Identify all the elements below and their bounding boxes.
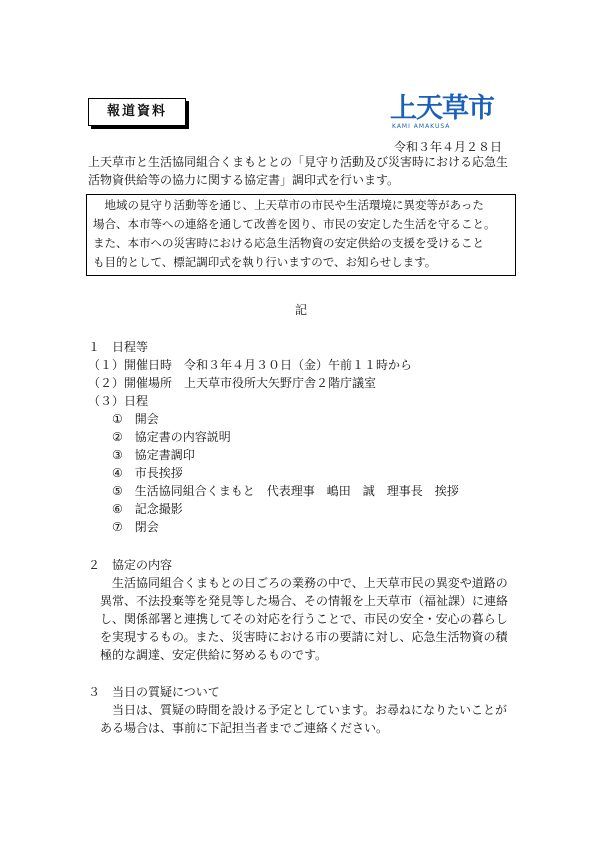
- schedule-item-1: ① 開会: [112, 412, 159, 426]
- section3-line-2: ある場合は、事前に下記担当者までご連絡ください。: [100, 721, 389, 735]
- schedule-item-7: ⑦ 閉会: [112, 520, 159, 534]
- section1-heading: １ 日程等: [88, 340, 149, 354]
- section2-line-1: 生活協同組合くまもとの日ごろの業務の中で、上天草市民の異変や道路の: [112, 576, 508, 590]
- summary-line-4: も目的として、標記調印式を執り行いますので、お知らせします。: [93, 255, 437, 269]
- section2-line-5: 極的な調達、安定供給に努めるものです。: [100, 648, 328, 662]
- schedule-item-3: ③ 協定書調印: [112, 448, 195, 462]
- title-line-1: 上天草市と生活協同組合くまもととの「見守り活動及び災害時における応急生: [88, 155, 509, 169]
- schedule-item-2: ② 協定書の内容説明: [112, 430, 231, 444]
- section2-line-4: を実現するもの。また、災害時における市の要請に対し、応急生活物資の積: [100, 630, 508, 644]
- section2-heading: ２ 協定の内容: [88, 558, 173, 572]
- section2-line-2: 異常、不法投棄等を発見等した場合、その情報を上天草市（福祉課）に連絡: [100, 594, 509, 608]
- schedule-item-6: ⑥ 記念撮影: [112, 502, 183, 516]
- city-logo: [390, 95, 508, 135]
- schedule-item-4: ④ 市長挨拶: [112, 466, 183, 480]
- summary-line-1: 地域の見守り活動等を通じ、上天草市の市民や生活環境に異変等があった: [93, 198, 484, 212]
- title-line-2: 活物資供給等の協力に関する協定書」調印式を行います。: [88, 173, 400, 187]
- section1-item-venue: （２）開催場所 上天草市役所大矢野庁舎２階庁議室: [88, 376, 377, 390]
- city-logo-subtext: KAMI AMAKUSA: [392, 123, 451, 130]
- section1-item-date: （１）開催日時 令和３年４月３０日（金）午前１１時から: [88, 358, 413, 372]
- ki-marker: 記: [295, 303, 308, 317]
- section1-item-schedule: （３）日程: [88, 394, 149, 408]
- section3-line-1: 当日は、質疑の時間を設ける予定としています。お尋ねになりたいことが: [112, 703, 508, 717]
- section2-line-3: し、関係部署と連携してその対応を行うことで、市民の安全・安心の暮らし: [100, 612, 508, 626]
- summary-line-2: 場合、本市等への連絡を通して改善を図り、市民の安定した生活を守ること。: [93, 217, 496, 231]
- summary-box: [86, 194, 516, 276]
- summary-line-3: また、本市への災害時における応急生活物資の安定供給の支援を受けること: [93, 236, 484, 250]
- press-release-label: 報道資料: [88, 98, 186, 126]
- schedule-item-5: ⑤ 生活協同組合くまもと 代表理事 嶋田 誠 理事長 挨拶: [112, 484, 459, 498]
- section3-heading: ３ 当日の質疑について: [88, 685, 220, 699]
- release-date: 令和３年４月２８日: [393, 140, 502, 154]
- city-logo-text: 上天草市: [390, 93, 494, 124]
